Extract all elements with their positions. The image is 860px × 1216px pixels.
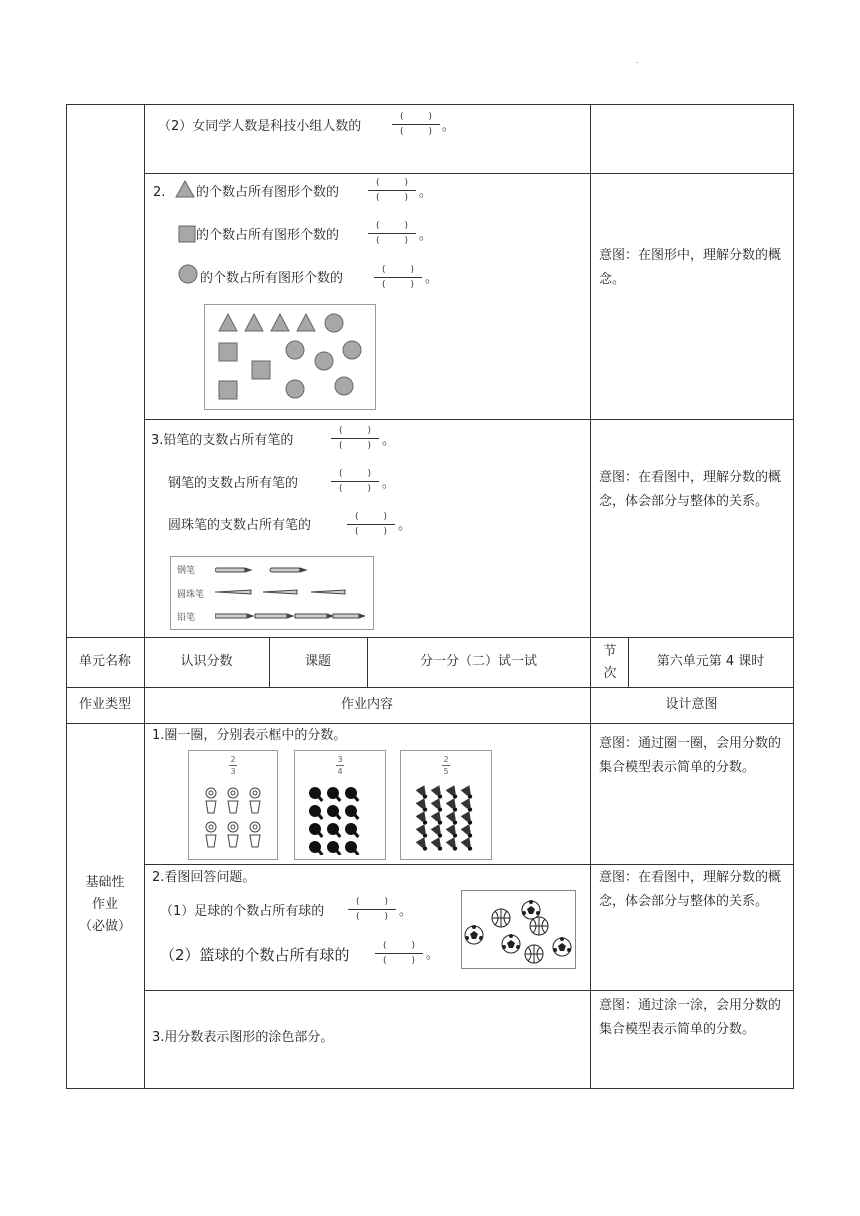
shuttlecock-icon <box>446 824 461 840</box>
table-border-right <box>793 104 794 1089</box>
question-text: 3.铅笔的支数占所有笔的 <box>151 433 294 448</box>
row-line <box>66 104 794 105</box>
col-divider <box>144 104 145 637</box>
pens-drawing <box>215 565 365 625</box>
row-line <box>66 1088 794 1089</box>
fraction-blank[interactable]: ( ) ( ) <box>329 467 381 497</box>
col-divider <box>590 637 591 687</box>
col-divider <box>590 104 591 637</box>
punctuation: 。 <box>419 228 433 243</box>
fraction-blank[interactable]: ( ) ( ) <box>366 176 418 206</box>
pens-figure <box>170 556 374 630</box>
box-fraction: 3 4 <box>337 755 343 776</box>
page-mark: . <box>636 56 639 65</box>
shuttlecock-icon <box>416 824 431 840</box>
question-text: （1）足球的个数占所有球的 <box>160 904 325 919</box>
legend-pencil: 铅笔 <box>177 613 196 623</box>
unit-name: 认识分数 <box>180 654 233 669</box>
shuttlecock-icon <box>461 837 476 853</box>
intent-header: 设计意图 <box>665 697 718 712</box>
fraction-box[interactable] <box>294 750 386 860</box>
period: 第六单元第 4 课时 <box>656 654 765 669</box>
design-intent: 意图：在看图中，理解分数的概念，体会部分与整体的关系。 <box>599 470 782 509</box>
flowerpot-icons <box>201 785 265 851</box>
question-number: 2. <box>153 185 166 200</box>
row-line <box>66 637 794 638</box>
legend-ballpoint: 圆珠笔 <box>177 590 205 600</box>
punctuation: 。 <box>426 947 440 962</box>
question-text: 钢笔的支数占所有笔的 <box>168 476 299 491</box>
fraction-box[interactable] <box>188 750 278 860</box>
table-border-left <box>66 104 67 1089</box>
punctuation: 。 <box>442 119 456 134</box>
question-text: 圆珠笔的支数占所有笔的 <box>168 518 312 533</box>
question-text: 2.看图回答问题。 <box>152 870 256 885</box>
fraction-blank[interactable]: ( ) ( ) <box>345 510 397 540</box>
punctuation: 。 <box>419 185 433 200</box>
punctuation: 。 <box>398 518 412 533</box>
row-line <box>144 864 794 865</box>
shuttlecock-icon <box>431 798 446 814</box>
balls-figure <box>461 890 576 969</box>
type-header: 作业类型 <box>78 697 131 712</box>
shuttlecock-icon <box>461 785 476 801</box>
punctuation: 。 <box>399 904 413 919</box>
fraction-box[interactable] <box>400 750 492 860</box>
fraction-blank[interactable]: ( ) ( ) <box>373 939 425 969</box>
shuttlecock-icon <box>446 798 461 814</box>
category-line: 作业 <box>91 897 118 912</box>
fraction-blank[interactable]: ( ) ( ) <box>372 263 424 293</box>
triangle-icon <box>175 180 195 198</box>
content-header: 作业内容 <box>340 697 393 712</box>
row-line <box>144 990 794 991</box>
question-text: 的个数占所有图形个数的 <box>196 185 340 200</box>
fraction-blank[interactable]: ( ) ( ) <box>346 895 398 925</box>
question-text: （2）篮球的个数占所有球的 <box>160 946 350 964</box>
punctuation: 。 <box>382 476 396 491</box>
shuttlecock-icon <box>431 785 446 801</box>
box-fraction: 2 5 <box>443 755 449 776</box>
design-intent: 意图：在图形中，理解分数的概念。 <box>599 248 782 287</box>
shuttlecock-icon <box>461 824 476 840</box>
box-fraction: 2 3 <box>230 755 236 776</box>
shuttlecock-icon <box>461 811 476 827</box>
row-line <box>66 723 794 724</box>
question-text: 1.圈一圈，分别表示框中的分数。 <box>152 728 347 743</box>
question-text: 的个数占所有图形个数的 <box>196 228 340 243</box>
design-intent: 意图：通过涂一涂，会用分数的集合模型表示简单的分数。 <box>599 998 782 1037</box>
category-line: 基础性 <box>85 875 125 890</box>
unit-name-label: 单元名称 <box>78 654 131 669</box>
shuttlecock-icon <box>431 811 446 827</box>
square-icon <box>178 225 196 243</box>
fraction-blank[interactable]: ( ) ( ) <box>329 424 381 454</box>
fraction-blank[interactable]: ( ) ( ) <box>366 219 418 249</box>
shuttlecock-icon <box>416 837 431 853</box>
shapes-figure <box>204 304 376 410</box>
legend-pen: 钢笔 <box>177 566 196 576</box>
punctuation: 。 <box>425 271 439 286</box>
shuttlecock-icon <box>416 811 431 827</box>
fraction-blank[interactable]: ( ) ( ) <box>390 110 442 140</box>
shuttlecock-icon <box>446 811 461 827</box>
row-line <box>144 419 794 420</box>
row-line <box>66 687 794 688</box>
topic-label: 课题 <box>304 654 331 669</box>
shuttlecock-icon <box>416 798 431 814</box>
period-label: 节次 <box>603 644 617 681</box>
homework-category <box>66 872 144 938</box>
paddle-icons <box>307 785 377 855</box>
design-intent: 意图：在看图中，理解分数的概念，体会部分与整体的关系。 <box>599 870 782 909</box>
col-divider <box>144 723 145 1089</box>
shuttlecock-icon <box>416 785 431 801</box>
design-intent: 意图：通过圈一圈，会用分数的集合模型表示简单的分数。 <box>599 736 782 775</box>
question-text: （2）女同学人数是科技小组人数的 <box>158 119 362 134</box>
shuttlecock-icon <box>461 798 476 814</box>
shuttlecock-icon <box>431 837 446 853</box>
question-text: 3.用分数表示图形的涂色部分。 <box>152 1030 334 1045</box>
shuttlecock-icon <box>446 837 461 853</box>
topic: 分一分（二）试一试 <box>419 654 537 669</box>
shuttlecock-icon <box>446 785 461 801</box>
category-line: （必做） <box>78 919 131 934</box>
col-divider <box>590 687 591 1089</box>
circle-icon <box>178 264 198 284</box>
question-text: 的个数占所有图形个数的 <box>200 271 344 286</box>
punctuation: 。 <box>382 433 396 448</box>
row-line <box>144 173 794 174</box>
shuttlecock-icons <box>415 785 481 855</box>
shuttlecock-icon <box>431 824 446 840</box>
